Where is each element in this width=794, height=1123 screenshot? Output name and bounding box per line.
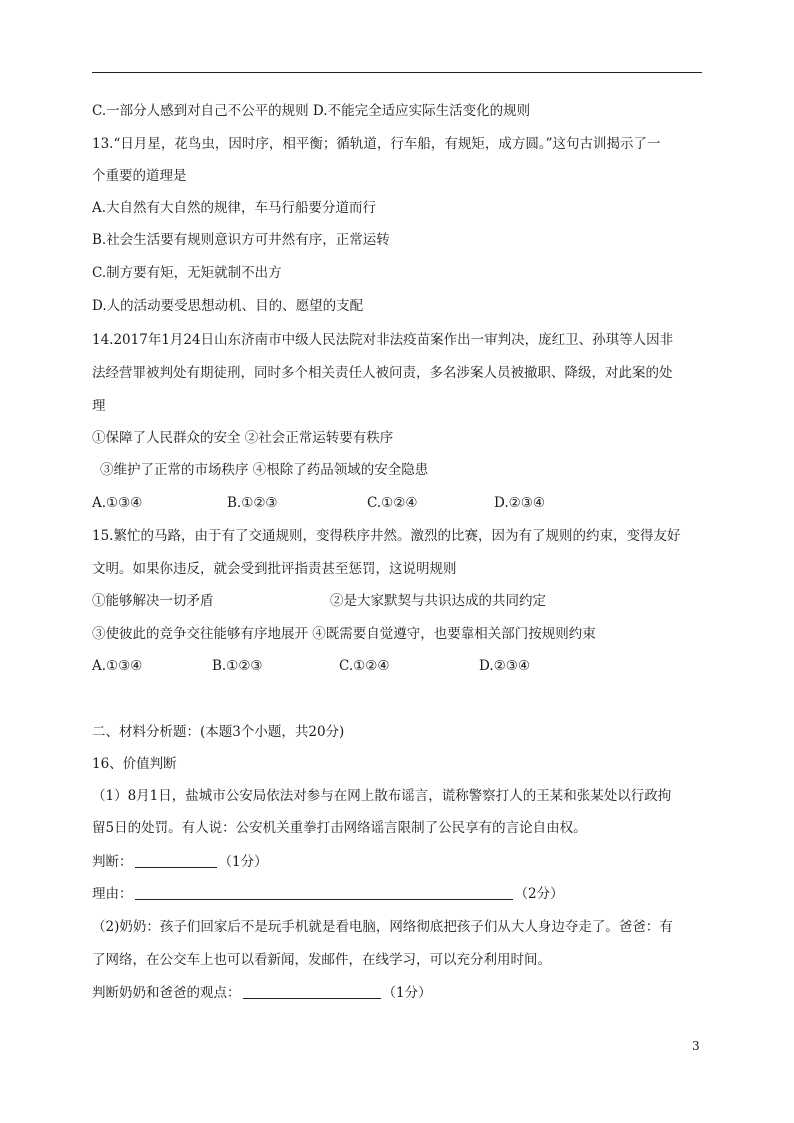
q14-option-c: C.①②④ [367, 495, 418, 511]
q15-statement-1: ①能够解决一切矛盾 [92, 593, 214, 609]
q16-reason-row [92, 884, 564, 904]
q16-part1-line1: （1）8月1日，盐城市公安局依法对参与在网上散布谣言，谎称警察打人的王某和张某处以行政拘 [92, 788, 672, 804]
judgement-answer-blank[interactable] [135, 853, 217, 868]
q13-option-d: D.人的活动要受思想动机、目的、愿望的支配 [92, 298, 364, 314]
viewpoint-score: （1分） [382, 985, 432, 1001]
reason-score: （2分） [514, 886, 564, 902]
q14-stem-line3: 理 [92, 398, 106, 414]
q13-option-b: B.社会生活要有规则意识方可井然有序，正常运转 [92, 232, 390, 248]
q16-title: 16、价值判断 [92, 756, 177, 772]
q15-stem-line2: 文明。如果你违反，就会受到批评指责甚至惩罚，这说明规则 [92, 561, 457, 577]
q14-statements-1-2: ①保障了人民群众的安全 ②社会正常运转要有秩序 [92, 430, 394, 446]
q14-statements-3-4: ③维护了正常的市场秩序 ④根除了药品领域的安全隐患 [100, 462, 429, 478]
q13-option-a: A.大自然有大自然的规律，车马行船要分道而行 [92, 200, 377, 216]
reason-answer-blank[interactable] [135, 885, 513, 900]
q16-part2-line2: 了网络，在公交车上也可以看新闻，发邮件，在线学习，可以充分利用时间。 [92, 952, 551, 968]
q13-stem-line1: 13.“日月星，花鸟虫，因时序，相平衡；循轨道，行车船，有规矩，成方圆。”这句古训揭示了一 [92, 136, 661, 152]
q12-option-c-d: C.一部分人感到对自己不公平的规则 D.不能完全适应实际生活变化的规则 [92, 103, 531, 119]
q14-option-d: D.②③④ [494, 495, 545, 511]
viewpoint-answer-blank[interactable] [243, 984, 381, 999]
q15-option-d: D.②③④ [479, 658, 530, 674]
judgement-score: （1分） [218, 854, 268, 870]
judgement-label: 判断： [92, 854, 133, 870]
q16-viewpoint-row [92, 983, 432, 1003]
q13-stem-line2: 个重要的道理是 [92, 168, 187, 184]
q13-option-c: C.制方要有矩，无矩就制不出方 [92, 265, 282, 281]
q15-option-a: A.①③④ [92, 658, 143, 674]
q16-part1-line2: 留5日的处罚。有人说：公安机关重拳打击网络谣言限制了公民享有的言论自由权。 [92, 820, 587, 836]
q15-stem-line1: 15.繁忙的马路，由于有了交通规则，变得秩序井然。激烈的比赛，因为有了规则的约束，变得友好 [92, 528, 681, 544]
q14-option-a: A.①③④ [92, 495, 143, 511]
q16-judgement-row [92, 852, 268, 872]
viewpoint-label: 判断奶奶和爸爸的观点： [92, 985, 241, 1001]
q15-statement-2: ②是大家默契与共识达成的共同约定 [330, 593, 546, 609]
reason-label: 理由： [92, 886, 133, 902]
header-rule [92, 72, 702, 73]
q15-option-c: C.①②④ [339, 658, 390, 674]
q15-option-b: B.①②③ [212, 658, 263, 674]
page-number: 3 [692, 1039, 700, 1053]
q15-statements-3-4: ③使彼此的竞争交往能够有序地展开 ④既需要自觉遵守，也要靠相关部门按规则约束 [92, 626, 596, 642]
section-2-heading: 二、材料分析题：(本题3个小题，共20分) [92, 724, 345, 740]
q14-option-b: B.①②③ [227, 495, 278, 511]
q14-stem-line1: 14.2017年1月24日山东济南市中级人民法院对非法疫苗案作出一审判决，庞红卫、孙琪等人因非 [92, 332, 674, 348]
q14-stem-line2: 法经营罪被判处有期徒刑，同时多个相关责任人被问责，多名涉案人员被撤职、降级，对此案的处 [92, 365, 673, 381]
q16-part2-line1: （2)奶奶：孩子们回家后不是玩手机就是看电脑，网络彻底把孩子们从大人身边夺走了。爸爸：有 [92, 919, 673, 935]
